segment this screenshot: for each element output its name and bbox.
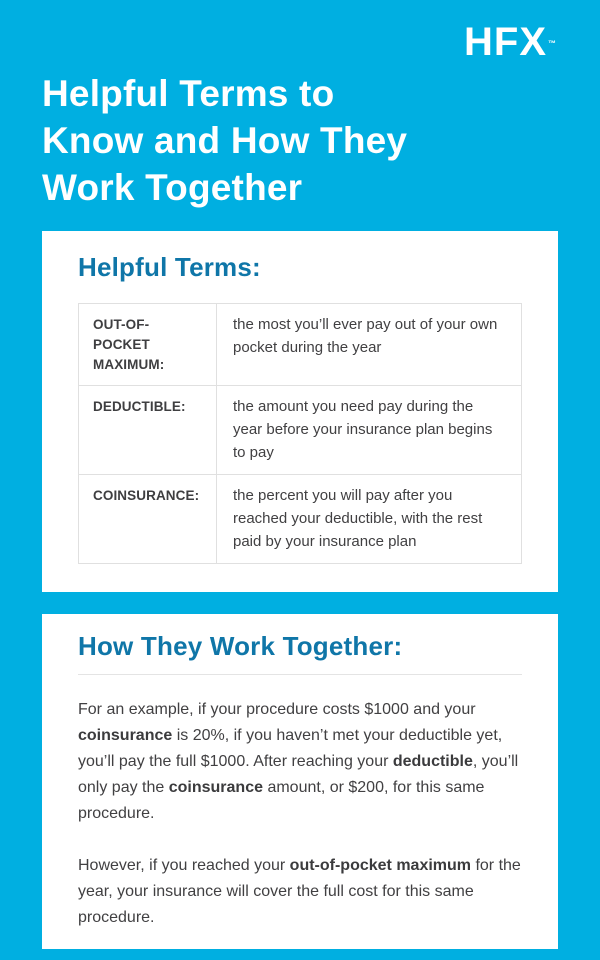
- term-definition: the amount you need pay during the year before your insurance plan begins to pay: [217, 386, 522, 475]
- page-title: [42, 70, 558, 211]
- terms-table: [78, 303, 522, 564]
- trademark-symbol: ™: [548, 39, 556, 48]
- header: [0, 0, 600, 64]
- term-definition: the most you’ll ever pay out of your own pocket during the year: [217, 304, 522, 386]
- work-together-card: [42, 614, 558, 949]
- term-label: OUT-OF-POCKET MAXIMUM:: [79, 304, 217, 386]
- maximum-paragraph: However, if you reached your out-of-pocket maximum for the year, your insurance will cover the full cost for this same procedure.: [78, 857, 521, 926]
- helpful-terms-card: [42, 231, 558, 592]
- hfx-logo: [464, 22, 556, 64]
- table-row: [79, 475, 522, 564]
- hfx-logo-text: HFX: [464, 20, 547, 64]
- term-definition: the percent you will pay after you reached your deductible, with the rest paid by your insurance plan: [217, 475, 522, 564]
- page-title-line-2: Know and How They: [42, 120, 408, 161]
- helpful-terms-heading: Helpful Terms:: [78, 252, 261, 282]
- table-row: [79, 304, 522, 386]
- page-title-line-1: Helpful Terms to: [42, 73, 335, 114]
- example-paragraph: For an example, if your procedure costs $1000 and your coinsurance is 20%, if you haven’t met your deductible yet, you’ll pay the full $1000. After reaching your deductible, you’ll only pay the coinsurance amount, or $200, for this same procedure.: [78, 701, 519, 822]
- table-row: [79, 386, 522, 475]
- page-title-line-3: Work Together: [42, 167, 303, 208]
- work-together-heading: How They Work Together:: [78, 631, 403, 661]
- term-label: DEDUCTIBLE:: [79, 386, 217, 475]
- divider: [78, 674, 522, 675]
- term-label: COINSURANCE:: [79, 475, 217, 564]
